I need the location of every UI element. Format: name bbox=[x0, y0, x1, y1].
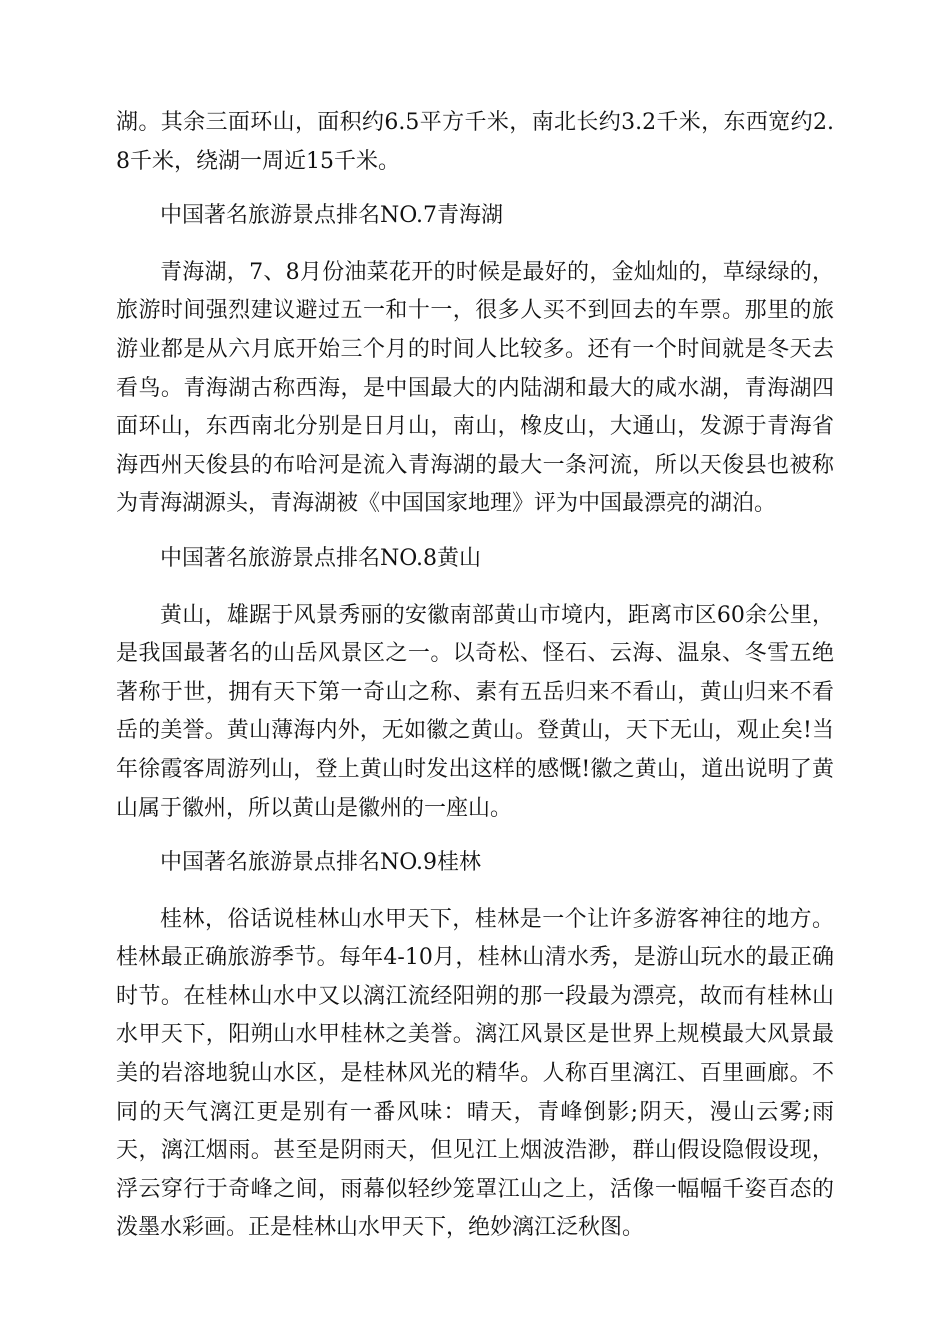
paragraph-qinghaihu: 青海湖，7、8月份油菜花开的时候是最好的，金灿灿的，草绿绿的，旅游时间强烈建议避过五一和十一，很多人买不到回去的车票。那里的旅游业都是从六月底开始三个月的时间人比较多。还有一个时间就是冬天去看鸟。青海湖古称西海，是中国最大的内陆湖和最大的咸水湖，青海湖四面环山，东西南北分别是日月山，南山，橡皮山，大通山，发源于青海省海西州天俊县的布哈河是流入青海湖的最大一条河流，所以天俊县也被称为青海湖源头，青海湖被《中国国家地理》评为中国最漂亮的湖泊。 bbox=[116, 259, 834, 517]
heading-guilin: 中国著名旅游景点排名NO.9桂林 bbox=[160, 850, 481, 876]
paragraph-huangshan: 黄山，雄踞于风景秀丽的安徽南部黄山市境内，距离市区60余公里，是我国最著名的山岳风景区之一。以奇松、怪石、云海、温泉、冬雪五绝著称于世，拥有天下第一奇山之称、素有五岳归来不看山，黄山归来不看岳的美誉。黄山薄海内外，无如徽之黄山。登黄山，天下无山，观止矣!当年徐霞客周游列山，登上黄山时发出这样的感慨!徽之黄山，道出说明了黄山属于徽州，所以黄山是徽州的一座山。 bbox=[116, 602, 834, 821]
paragraph-guilin: 桂林，俗话说桂林山水甲天下，桂林是一个让许多游客神往的地方。桂林最正确旅游季节。每年4-10月，桂林山清水秀，是游山玩水的最正确时节。在桂林山水中又以漓江流经阳朔的那一段最为漂亮，故而有桂林山水甲天下，阳朔山水甲桂林之美誉。漓江风景区是世界上规模最大风景最美的岩溶地貌山水区，是桂林风光的精华。人称百里漓江、百里画廊。不同的天气漓江更是别有一番风味：晴天，青峰倒影;阴天，漫山云雾;雨天，漓江烟雨。甚至是阴雨天，但见江上烟波浩渺，群山假设隐假设现，浮云穿行于奇峰之间，雨幕似轻纱笼罩江山之上，活像一幅幅千姿百态的泼墨水彩画。正是桂林山水甲天下，绝妙漓江泛秋图。 bbox=[116, 906, 834, 1241]
document-body bbox=[116, 104, 834, 1264]
heading-huangshan: 中国著名旅游景点排名NO.8黄山 bbox=[160, 545, 481, 571]
heading-qinghaihu: 中国著名旅游景点排名NO.7青海湖 bbox=[160, 203, 503, 229]
paragraph-xihu-continuation: 湖。其余三面环山，面积约6.5平方千米，南北长约3.2千米，东西宽约2.8千米，绕湖一周近15千米。 bbox=[116, 110, 834, 174]
